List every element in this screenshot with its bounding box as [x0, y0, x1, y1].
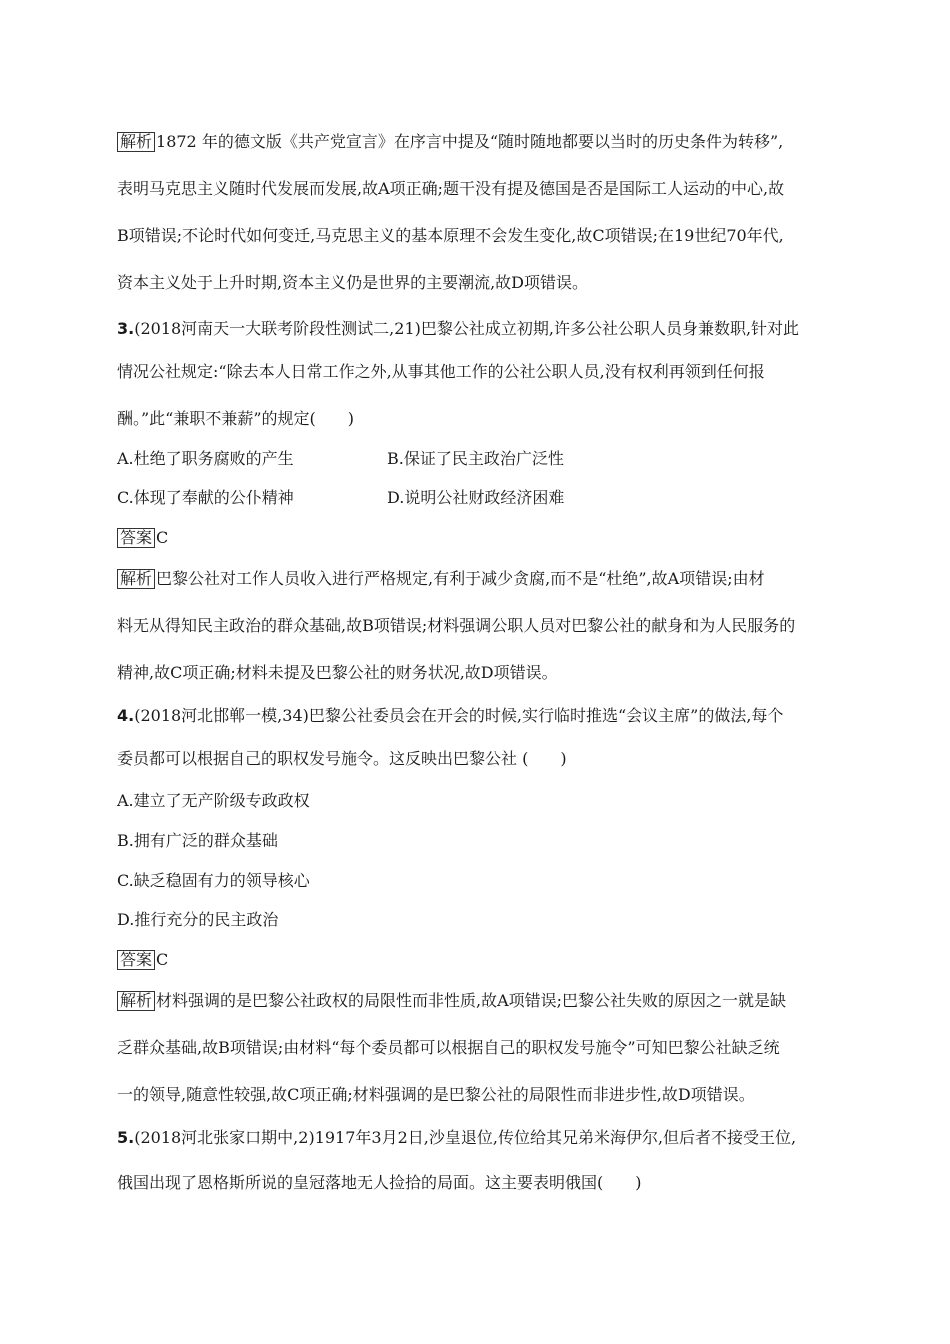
option-c: C.缺乏稳固有力的领导核心	[117, 871, 310, 890]
analysis-line: B项错误;不论时代如何变迁,马克思主义的基本原理不会发生变化,故C项错误;在19世纪70年代,	[117, 226, 784, 245]
option-b: B.拥有广泛的群众基础	[117, 831, 278, 850]
answer-tag: 答案	[117, 950, 155, 970]
analysis-line: 料无从得知民主政治的群众基础,故B项错误;材料强调公职人员对巴黎公社的献身和为人民服务的	[117, 616, 796, 635]
option-a: A.杜绝了职务腐败的产生	[117, 449, 294, 468]
analysis-line: 表明马克思主义随时代发展而发展,故A项正确;题干没有提及德国是否是国际工人运动的中心,故	[117, 179, 785, 198]
analysis-line: 精神,故C项正确;材料未提及巴黎公社的财务状况,故D项错误。	[117, 663, 558, 682]
answer-line	[117, 527, 168, 549]
analysis-line: 一的领导,随意性较强,故C项正确;材料强调的是巴黎公社的局限性而非进步性,故D项错误。	[117, 1085, 755, 1104]
question-stem-line: 情况公社规定:“除去本人日常工作之外,从事其他工作的公社公职人员,没有权利再领到任何报	[117, 362, 765, 381]
analysis-tag: 解析	[117, 569, 155, 589]
answer-value: C	[156, 950, 169, 969]
analysis-line: 解析 1872 年的德文版《共产党宣言》在序言中提及“随时随地都要以当时的历史条件为转移”,	[117, 131, 783, 153]
answer-line	[117, 949, 168, 971]
analysis-line: 资本主义处于上升时期,资本主义仍是世界的主要潮流,故D项错误。	[117, 273, 589, 292]
question-4-stem: 4.(2018河北邯郸一模,34)巴黎公社委员会在开会的时候,实行临时推选“会议主席”的做法,每个	[117, 706, 784, 725]
question-number: 4.	[117, 706, 135, 725]
answer-value: C	[156, 528, 169, 547]
analysis-line: 乏群众基础,故B项错误;由材料“每个委员都可以根据自己的职权发号施令”可知巴黎公社缺乏统	[117, 1038, 780, 1057]
question-number: 5.	[117, 1128, 135, 1147]
option-d: D.说明公社财政经济困难	[387, 488, 565, 507]
analysis-tag: 解析	[117, 991, 155, 1011]
option-c: C.体现了奉献的公仆精神	[117, 488, 294, 507]
option-a: A.建立了无产阶级专政政权	[117, 791, 310, 810]
analysis-line: 解析 巴黎公社对工作人员收入进行严格规定,有利于减少贪腐,而不是“杜绝”,故A项错误;由材	[117, 568, 765, 590]
question-stem-line: 委员都可以根据自己的职权发号施令。这反映出巴黎公社 ( )	[117, 749, 567, 768]
options-row	[117, 448, 817, 470]
analysis-line: 解析 材料强调的是巴黎公社政权的局限性而非性质,故A项错误;巴黎公社失败的原因之一就是缺	[117, 990, 786, 1012]
option-d: D.推行充分的民主政治	[117, 910, 279, 929]
question-5-stem: 5.(2018河北张家口期中,2)1917年3月2日,沙皇退位,传位给其兄弟米海伊尔,但后者不接受王位,	[117, 1128, 797, 1147]
question-3-stem: 3.(2018河南天一大联考阶段性测试二,21)巴黎公社成立初期,许多公社公职人员身兼数职,针对此	[117, 319, 800, 338]
options-row	[117, 487, 817, 509]
analysis-tag: 解析	[117, 132, 155, 152]
question-stem-line: 酬。”此“兼职不兼薪”的规定( )	[117, 409, 355, 428]
question-number: 3.	[117, 319, 135, 338]
option-b: B.保证了民主政治广泛性	[387, 449, 564, 468]
question-stem-line: 俄国出现了恩格斯所说的皇冠落地无人捡拾的局面。这主要表明俄国( )	[117, 1173, 642, 1192]
answer-tag: 答案	[117, 528, 155, 548]
